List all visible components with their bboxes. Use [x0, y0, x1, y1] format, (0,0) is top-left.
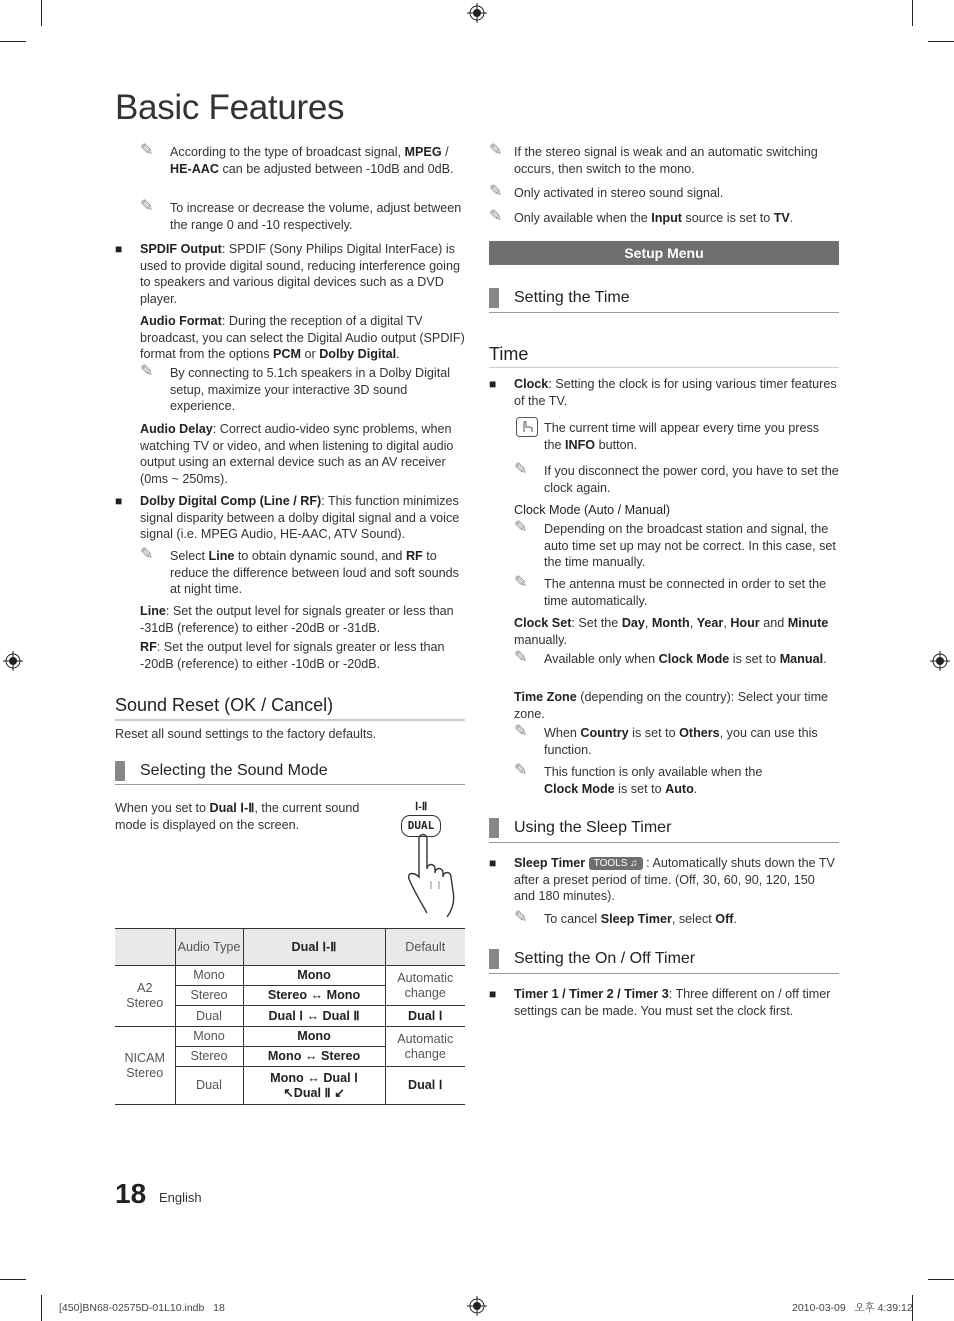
clock-mode-heading: Clock Mode (Auto / Manual)	[514, 503, 671, 517]
note-text: By connecting to 5.1ch speakers in a Dolby Digital setup, maximize your interactive 3D sound experience.	[170, 366, 451, 414]
type-cell: Dual	[175, 1067, 243, 1105]
header-cell	[115, 929, 175, 966]
group-cell: A2 Stereo	[115, 966, 175, 1027]
note-pencil-icon: ✎	[514, 723, 528, 740]
dual-cell: Stereo ↔ Mono	[243, 986, 385, 1006]
pointing-hand-icon	[397, 829, 465, 917]
note-pencil-icon: ✎	[489, 183, 503, 200]
dual-cell: Dual Ⅰ ↔ Dual Ⅱ	[243, 1006, 385, 1027]
crop-mark	[41, 1295, 42, 1321]
sound-mode-text: When you set to Dual Ⅰ-Ⅱ, the current sound mode is displayed on the screen.	[115, 801, 360, 832]
note-stereo-weak: ✎ If the stereo signal is weak and an automatic switching occurs, then switch to the mono.	[489, 142, 818, 176]
type-cell: Dual	[175, 1006, 243, 1027]
group-cell: NICAM Stereo	[115, 1027, 175, 1105]
default-cell: Dual Ⅰ	[385, 1006, 465, 1027]
default-cell: Automatic change	[385, 1027, 465, 1067]
bold-term: MPEG	[404, 145, 442, 159]
footer-timestamp: 2010-03-09 오후 4:39:12	[792, 1302, 913, 1314]
header-cell: Dual Ⅰ-Ⅱ	[243, 929, 385, 966]
note-pencil-icon: ✎	[140, 142, 154, 159]
note-antenna: ✎ The antenna must be connected in order to set the time automatically.	[514, 574, 827, 608]
text-segment: According to the type of broadcast signal,	[170, 145, 405, 159]
registration-mark-icon	[930, 651, 950, 671]
hand-note-icon	[516, 417, 538, 437]
dolby-digital-comp-item: ■ Dolby Digital Comp (Line / RF): This function minimizes signal disparity between a dolby digital signal and a voice signal (i.e. MPEG Audio, HE-AAC, ATV Sound).	[115, 494, 460, 542]
note-stereo-only: ✎ Only activated in stereo sound signal.	[489, 183, 724, 200]
text-segment: /	[441, 145, 449, 159]
note-power-cord: ✎ If you disconnect the power cord, you have to set the clock again.	[514, 461, 839, 495]
note-pencil-icon: ✎	[514, 519, 528, 536]
note-pencil-icon: ✎	[514, 649, 528, 666]
heading-bar	[489, 949, 499, 969]
note-line-rf: ✎ Select Line to obtain dynamic sound, and RF to reduce the difference between loud and soft sounds at night time.	[140, 546, 459, 597]
note-pencil-icon: ✎	[489, 208, 503, 225]
footer-file-info: [450]BN68-02575D-01L10.indb 18	[59, 1302, 225, 1314]
table-row	[115, 966, 465, 986]
note-pencil-icon: ✎	[514, 762, 528, 779]
crop-mark	[928, 41, 954, 42]
sound-reset-text: Reset all sound settings to the factory defaults.	[115, 727, 377, 741]
note-pencil-icon: ✎	[514, 574, 528, 591]
note-auto: ✎ This function is only available when the Clock Mode is set to Auto.	[514, 762, 763, 796]
crop-mark	[912, 0, 913, 26]
registration-mark-icon	[467, 1296, 487, 1316]
type-cell: Stereo	[175, 1047, 243, 1067]
tools-button-icon: TOOLS ♫	[589, 857, 643, 870]
sound-reset-heading: Sound Reset (OK / Cancel)	[115, 694, 465, 721]
spdif-output-item: ■ SPDIF Output: SPDIF (Sony Philips Digital InterFace) is used to provide digital sound, reducing interference going to speakers and various digital devices such as a DVD player.	[115, 242, 460, 306]
bullet-square-icon: ■	[489, 987, 497, 1001]
line-desc: Line: Set the output level for signals greater or less than -31dB (reference) to either -20dB or -31dB.	[140, 604, 454, 635]
text-segment: can be adjusted between -10dB and 0dB.	[218, 161, 454, 176]
note-pencil-icon: ✎	[514, 461, 528, 478]
remote-dual-illustration	[397, 799, 465, 917]
bullet-square-icon: ■	[115, 494, 123, 508]
setup-menu-banner: Setup Menu	[489, 241, 839, 265]
page-number: 18	[115, 1178, 147, 1209]
timer-item: ■ Timer 1 / Timer 2 / Timer 3: Three different on / off timer settings can be made. You must set the clock first.	[489, 987, 831, 1018]
note-cancel-sleep: ✎ To cancel Sleep Timer, select Off.	[514, 909, 737, 926]
registration-mark-icon	[3, 651, 23, 671]
dual-cell: Mono	[243, 966, 385, 986]
sound-mode-table	[115, 928, 465, 1105]
note-pencil-icon: ✎	[514, 909, 528, 926]
note-mpeg	[140, 144, 465, 177]
note-pencil-icon: ✎	[140, 546, 154, 563]
page-language: English	[159, 1190, 202, 1205]
crop-mark	[928, 1279, 954, 1280]
header-cell: Default	[385, 929, 465, 966]
table-row	[115, 1027, 465, 1047]
note-country: ✎ When Country is set to Others, you can use this function.	[514, 723, 818, 757]
note-volume	[140, 200, 465, 233]
rf-desc: RF: Set the output level for signals greater or less than -20dB (reference) to either -10dB or -20dB.	[140, 640, 445, 671]
crop-mark	[41, 0, 42, 26]
default-cell: Dual Ⅰ	[385, 1067, 465, 1105]
type-cell: Stereo	[175, 986, 243, 1006]
note-info: The current time will appear every time you press the INFO button.	[514, 420, 839, 453]
default-cell: Automatic change	[385, 966, 465, 1006]
clock-set-desc: Clock Set: Set the Day, Month, Year, Hour and Minute manually.	[514, 616, 829, 647]
note-51ch	[140, 365, 465, 415]
audio-delay-desc: Audio Delay: Correct audio-video sync problems, when watching TV or video, and when listening to digital audio output using an external device such as an AV receiver (0ms ~ 250ms).	[140, 422, 454, 486]
note-broadcast: ✎ Depending on the broadcast station and signal, the auto time set up may not be correct. In this case, set the time manually.	[514, 519, 836, 570]
note-text: To increase or decrease the volume, adjust between the range 0 and -10 respectively.	[170, 201, 462, 232]
bullet-square-icon: ■	[489, 377, 497, 391]
note-pencil-icon: ✎	[140, 198, 154, 215]
note-input-tv: ✎ Only available when the Input source is set to TV.	[489, 208, 794, 225]
bullet-square-icon: ■	[115, 242, 123, 256]
type-cell: Mono	[175, 966, 243, 986]
header-cell: Audio Type	[175, 929, 243, 966]
dual-cell: Mono ↔ Dual Ⅰ ↖Dual Ⅱ ↙	[243, 1067, 385, 1105]
bullet-square-icon: ■	[489, 856, 497, 870]
heading-bar	[489, 818, 499, 838]
crop-mark	[0, 1279, 26, 1280]
bold-term: HE-AAC	[170, 161, 219, 176]
setting-time-heading: Setting the Time	[489, 288, 839, 313]
sound-mode-heading: Selecting the Sound Mode	[115, 761, 465, 785]
table-header-row	[115, 929, 465, 966]
heading-bar	[115, 761, 125, 781]
note-text	[170, 145, 454, 176]
sleep-timer-item: ■ Sleep Timer TOOLS ♫ : Automatically shuts down the TV after a preset period of time. (Off, 30, 60, 90, 120, 150 and 180 minutes).	[489, 856, 835, 904]
time-zone-desc: Time Zone (depending on the country): Select your time zone.	[514, 690, 829, 721]
onoff-timer-heading: Setting the On / Off Timer	[489, 949, 839, 974]
note-pencil-icon: ✎	[489, 142, 503, 159]
dual-button[interactable]: DUAL	[401, 815, 441, 837]
sleep-timer-heading: Using the Sleep Timer	[489, 818, 839, 843]
registration-mark-icon	[467, 3, 487, 23]
dual-cell: Mono	[243, 1027, 385, 1047]
dual-cell: Mono ↔ Stereo	[243, 1047, 385, 1067]
clock-item: ■ Clock: Setting the clock is for using various timer features of the TV.	[489, 377, 837, 408]
note-manual: ✎ Available only when Clock Mode is set to Manual.	[514, 649, 827, 666]
note-pencil-icon: ✎	[140, 363, 154, 380]
page-title: Basic Features	[115, 88, 345, 127]
heading-bar	[489, 288, 499, 308]
dual-button-top-label: Ⅰ-Ⅱ	[415, 801, 428, 813]
time-heading: Time	[489, 343, 839, 368]
type-cell: Mono	[175, 1027, 243, 1047]
crop-mark	[0, 41, 26, 42]
audio-format-desc: Audio Format: During the reception of a digital TV broadcast, you can select the Digital Audio output (SPDIF) format from the options PCM or Dolby Digital.	[140, 314, 465, 362]
